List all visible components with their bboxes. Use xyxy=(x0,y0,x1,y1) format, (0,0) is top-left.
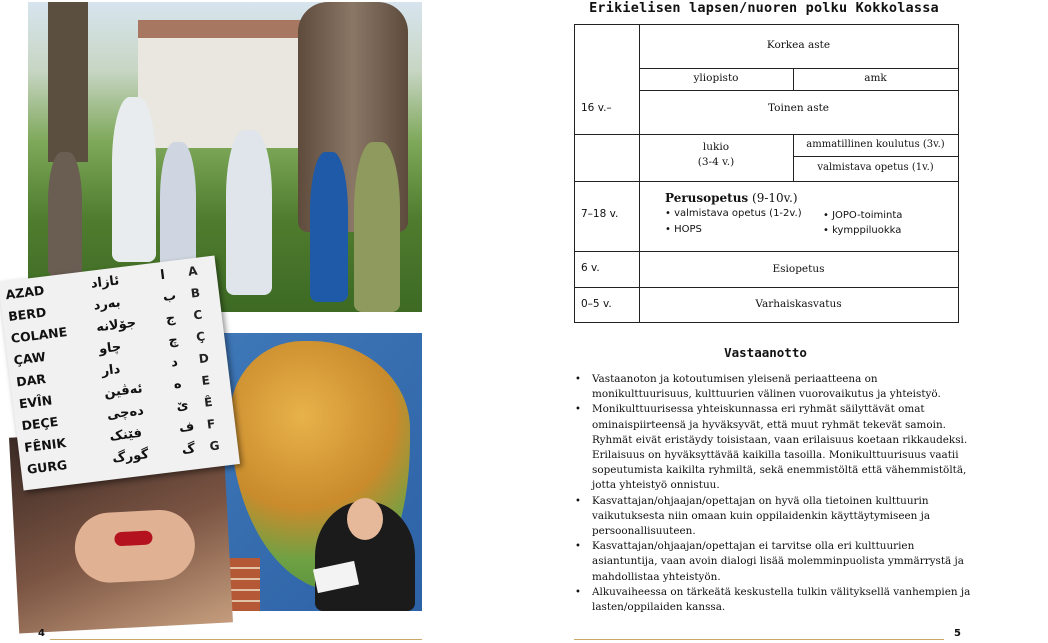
varhaiskasvatus-label: Varhaiskasvatus xyxy=(755,298,842,310)
chart-divider xyxy=(575,287,958,288)
left-page xyxy=(0,0,478,643)
bullet-list xyxy=(574,372,976,615)
alphabet-row: COLANE جۆلانە ج C xyxy=(10,307,204,346)
bullet-item: • Vastaanoton ja kotoutumisen yleisenä periaatteena on monikulttuurisuus, kulttuurien välinen vuorovaikutus ja yhteistyö. xyxy=(592,372,976,402)
age-0-5: 0–5 v. xyxy=(581,298,612,310)
bullet-item: • Alkuvaiheessa on tärkeätä keskustella tulkin välityksellä vanhempien ja lasten/oppilaiden kanssa. xyxy=(592,585,976,615)
page-number-left: 4 xyxy=(38,628,45,639)
alphabet-row: DEÇE دەچی ێ Ê xyxy=(20,394,214,434)
kymppi-item: • kymppiluokka xyxy=(823,225,902,236)
children-outdoor-photo xyxy=(28,2,422,312)
bullet-item: • Kasvattajan/ohjaajan/opettajan on hyvä olla tietoinen kulttuurin vaikutuksesta niin omaan kuin oppilaidenkin käyttäytymiseen ja persoonallisuuteen. xyxy=(592,494,976,540)
chart-divider xyxy=(793,156,958,157)
photo-child xyxy=(310,152,348,302)
photo-hand xyxy=(73,508,196,584)
korkea-aste-label: Korkea aste xyxy=(766,39,831,51)
age-7-18: 7–18 v. xyxy=(581,208,619,220)
right-page xyxy=(480,0,971,643)
alphabet-card xyxy=(0,255,240,490)
lukio-label: lukio xyxy=(702,141,730,153)
hops-item: • HOPS xyxy=(665,224,702,235)
alphabet-row: ÇAW چاو چ Ç xyxy=(12,329,206,368)
photo-reader-face xyxy=(347,498,383,540)
age-6: 6 v. xyxy=(581,262,600,274)
alphabet-row: EVÎN ئەڤین ە E xyxy=(18,373,211,412)
perusopetus-label: Perusopetus (9-10v.) xyxy=(665,191,798,205)
photo-child xyxy=(354,142,400,312)
bullet-item: • Monikulttuurisessa yhteiskunnassa eri ryhmät säilyttävät omat ominaispiirteensä ja hyväksyvät, että muut ryhmät tekevät samoin. Ryhmät eivät eristäydy toisistaan, vaan erilaisuus koetaan rikkaudeksi. Erilaisuus on hyväksyttävää kaikilla tasoilla. Monikulttuurisuus vaatii sopeutumista kaikilta ryhmiltä, sekä enemmistöltä että vähemmistöltä, jotta yhteistyö onnistuu. xyxy=(592,402,976,493)
yliopisto-label: yliopisto xyxy=(693,72,739,84)
page-title: Erikielisen lapsen/nuoren polku Kokkolassa xyxy=(589,0,939,16)
ammatillinen-label: ammatillinen koulutus (3v.) xyxy=(806,139,945,150)
alphabet-row: DAR دار د D xyxy=(15,350,210,390)
amk-label: amk xyxy=(864,72,887,84)
photo-adult xyxy=(112,97,156,262)
chart-divider xyxy=(575,134,958,135)
footer-rule xyxy=(50,639,422,640)
age-column xyxy=(575,25,640,322)
footer-rule xyxy=(574,639,944,640)
age-16: 16 v.– xyxy=(581,102,612,114)
lukio-years-label: (3-4 v.) xyxy=(697,156,735,168)
photo-child xyxy=(226,130,272,295)
section-heading: Vastaanotto xyxy=(724,345,807,360)
valmistava-1v-label: valmistava opetus (1v.) xyxy=(817,162,934,173)
esiopetus-label: Esiopetus xyxy=(772,263,825,275)
toinen-aste-label: Toinen aste xyxy=(767,102,830,114)
alphabet-row: GURG گورگ گ G xyxy=(26,438,221,477)
chart-divider xyxy=(639,90,958,91)
chart-divider xyxy=(575,181,958,182)
photo-child xyxy=(48,152,82,277)
africa-map-photo xyxy=(205,333,422,611)
chart-divider xyxy=(639,68,958,69)
bullet-item: • Kasvattajan/ohjaajan/opettajan ei tarvitse olla eri kulttuurien asiantuntija, vaan avoin dialogi lisää molemminpuolista ymmärrystä ja mahdollistaa yhteistyön. xyxy=(592,539,976,585)
photo-tree-left xyxy=(48,2,88,162)
photo-scissors xyxy=(114,530,153,546)
jopo-item: • JOPO-toiminta xyxy=(823,210,903,221)
alphabet-row: AZAD ئازاد ا A xyxy=(4,263,199,303)
chart-divider xyxy=(575,251,958,252)
page-number-right: 5 xyxy=(954,628,961,639)
valmistava-1-2v-item: • valmistava opetus (1-2v.) xyxy=(665,208,802,219)
alphabet-row: BERD بەرد ب B xyxy=(7,285,201,325)
alphabet-row: FÊNIK فێنک ف F xyxy=(23,416,216,456)
education-path-chart xyxy=(574,24,959,323)
